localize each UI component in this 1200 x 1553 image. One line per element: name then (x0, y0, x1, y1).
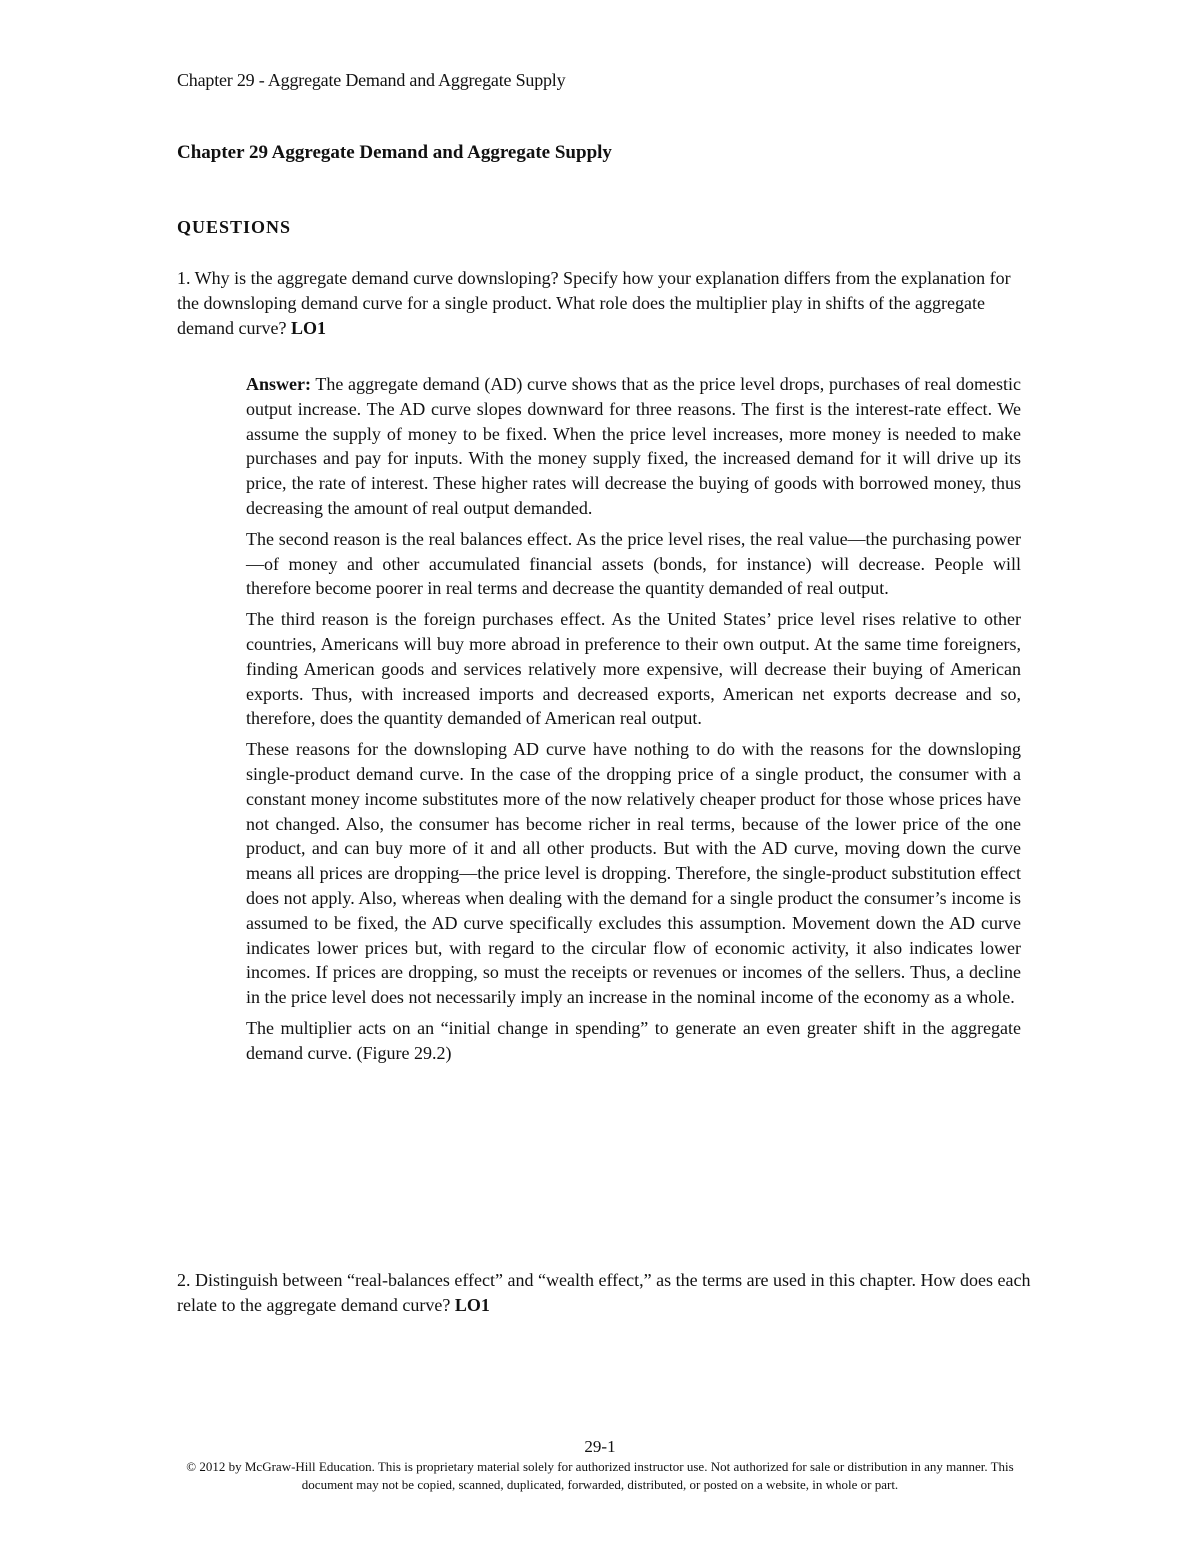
answer-1 (246, 372, 1021, 1072)
question-2-text: 2. Distinguish between “real-balances effect” and “wealth effect,” as the terms are used in this chapter. How does each relate to the aggregate demand curve? (177, 1270, 1031, 1315)
copyright-notice: © 2012 by McGraw-Hill Education. This is proprietary material solely for authorized instructor use. Not authorized for sale or distribution in any manner. This document may not be copied, scanned, duplicated, forwarded, distributed, or posted on a website, in whole or part. (186, 1459, 1014, 1492)
learning-objective-tag: LO1 (454, 1295, 490, 1315)
answer-paragraph: The third reason is the foreign purchases effect. As the United States’ price level rises relative to other countries, Americans will buy more abroad in preference to their own output. At the same time foreigners, finding American goods and services relatively more expensive, will decrease their buying of American exports. Thus, with increased imports and decreased exports, American net exports decrease and so, therefore, does the quantity demanded of American real output. (246, 609, 1021, 729)
chapter-title: Chapter 29 Aggregate Demand and Aggregate Supply (177, 142, 612, 163)
learning-objective-tag: LO1 (290, 318, 326, 338)
answer-paragraph-text: The aggregate demand (AD) curve shows that as the price level drops, purchases of real domestic output increase. The AD curve slopes downward for three reasons. The first is the interest-rate effect. We assume the supply of money to be fixed. When the price level increases, more money is needed to make purchases and pay for inputs. With the money supply fixed, the increased demand for it will drive up its price, the rate of interest. These higher rates will decrease the buying of goods with borrowed money, thus decreasing the amount of real output demanded. (246, 374, 1021, 518)
answer-paragraph: These reasons for the downsloping AD curve have nothing to do with the reasons for the downsloping single-product demand curve. In the case of the dropping price of a single product, the consumer with a constant money income substitutes more of the now relatively cheaper product for those whose prices have not changed. Also, the consumer has become richer in real terms, because of the lower price of the one product, and can buy more of it and all other products. But with the AD curve, moving down the curve means all prices are dropping—the price level is dropping. Therefore, the single-product substitution effect does not apply. Also, whereas when dealing with the demand for a single product the consumer’s income is assumed to be fixed, the AD curve specifically excludes this assumption. Movement down the AD curve indicates lower prices but, with regard to the circular flow of economic activity, it also indicates lower incomes. If prices are dropping, so must the receipts or revenues or incomes of the sellers. Thus, a decline in the price level does not necessarily imply an increase in the nominal income of the economy as a whole. (246, 739, 1021, 1008)
section-heading: QUESTIONS (177, 217, 292, 237)
page-number: 29-1 (584, 1437, 616, 1456)
answer-paragraph: The second reason is the real balances effect. As the price level rises, the real value—the purchasing power—of money and other accumulated financial assets (bonds, for instance) will decrease. People will therefore become poorer in real terms and decrease the quantity demanded of real output. (246, 528, 1021, 599)
answer-label: Answer: (246, 374, 311, 394)
answer-paragraph (246, 372, 1021, 521)
question-2 (177, 1268, 1032, 1318)
running-header: Chapter 29 - Aggregate Demand and Aggregate Supply (177, 70, 566, 90)
question-1-text: 1. Why is the aggregate demand curve downsloping? Specify how your explanation differs from the explanation for the downsloping demand curve for a single product. What role does the multiplier play in shifts of the aggregate demand curve? (177, 268, 1011, 338)
question-1 (177, 266, 1032, 341)
answer-paragraph: The multiplier acts on an “initial change in spending” to generate an even greater shift in the aggregate demand curve. (Figure 29.2) (246, 1017, 1021, 1063)
